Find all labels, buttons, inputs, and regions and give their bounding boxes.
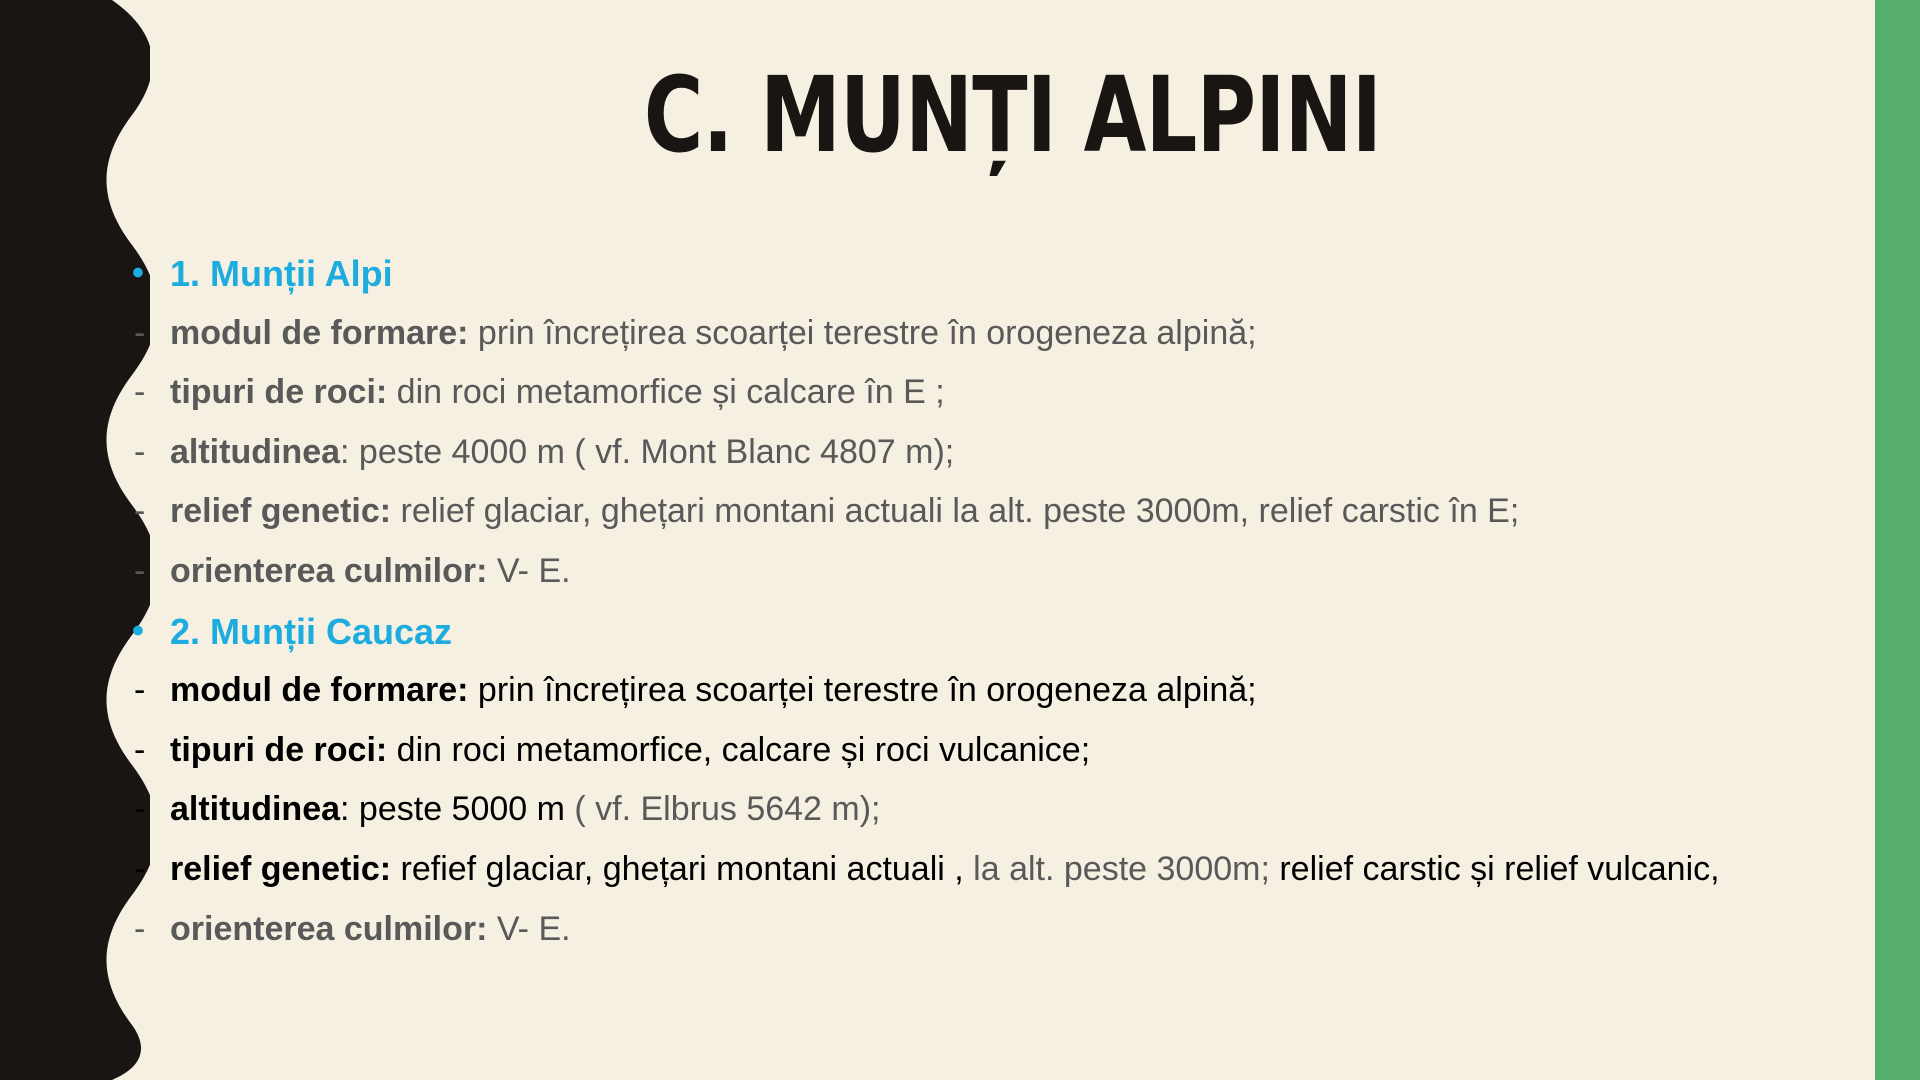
alpi-altitudine-row (130, 423, 1850, 483)
dash-marker: - (134, 313, 146, 352)
bullet-icon: • (132, 254, 144, 292)
dash-marker: - (134, 551, 146, 590)
dash-marker: - (134, 790, 146, 829)
dash-marker: - (134, 432, 146, 471)
alpi-roci-row (130, 363, 1850, 423)
right-accent-band (1875, 0, 1920, 1080)
caucaz-roci-row (130, 721, 1850, 781)
alpi-relief-label: relief genetic: (170, 492, 392, 531)
caucaz-altitudine-label: altitudinea (170, 790, 341, 829)
alpi-formare-row (130, 304, 1850, 364)
alpi-heading: 1. Munții Alpi (170, 253, 393, 294)
alpi-altitudine-text: : peste 4000 m ( vf. Mont Blanc 4807 m); (340, 432, 955, 471)
caucaz-orientare-text: V- E. (487, 909, 571, 948)
caucaz-relief-text: refief glaciar, ghețari montani actuali , (391, 849, 964, 888)
caucaz-relief-row (130, 840, 1850, 900)
dash-marker: - (134, 373, 146, 412)
caucaz-roci-text: din roci metamorfice, calcare și roci vulcanice; (387, 730, 1091, 769)
caucaz-orientare-row (130, 900, 1850, 960)
alpi-formare-label: modul de formare: (170, 313, 469, 352)
alpi-orientare-text: V- E. (487, 551, 571, 590)
caucaz-relief-extra: relief carstic și relief vulcanic, (1269, 849, 1720, 888)
alpi-formare-text: prin încrețirea scoarței terestre în orogeneza alpină; (468, 313, 1257, 352)
caucaz-formare-row (130, 661, 1850, 721)
caucaz-roci-label: tipuri de roci: (170, 730, 388, 769)
alpi-heading-row (130, 244, 1850, 304)
alpi-relief-row (130, 482, 1850, 542)
alpi-roci-label: tipuri de roci: (170, 373, 388, 412)
alpi-altitudine-label: altitudinea (170, 432, 341, 471)
dash-marker: - (134, 492, 146, 531)
caucaz-relief-altitude: la alt. peste 3000m; (963, 849, 1270, 888)
bullet-icon: • (132, 611, 144, 650)
caucaz-heading-row (130, 602, 1850, 662)
dash-marker: - (134, 849, 146, 888)
left-wavy-band (0, 0, 150, 1080)
caucaz-orientare-label: orienterea culmilor: (170, 909, 488, 948)
alpi-relief-text: relief glaciar, ghețari montani actuali la alt. peste 3000m, relief carstic în E; (391, 492, 1520, 531)
dash-marker: - (134, 730, 146, 769)
alpi-orientare-label: orienterea culmilor: (170, 551, 488, 590)
caucaz-relief-label: relief genetic: (170, 849, 392, 888)
caucaz-formare-text: prin încrețirea scoarței terestre în orogeneza alpină; (468, 671, 1257, 710)
alpi-roci-text: din roci metamorfice și calcare în E ; (387, 373, 945, 412)
slide-content (130, 244, 1850, 959)
slide-title: C. MUNȚI ALPINI (643, 54, 1382, 176)
dash-marker: - (134, 909, 146, 948)
caucaz-formare-label: modul de formare: (170, 671, 469, 710)
caucaz-altitudine-text: : peste 5000 m (340, 790, 565, 829)
alpi-orientare-row (130, 542, 1850, 602)
dash-marker: - (134, 671, 146, 710)
caucaz-altitudine-peak: ( vf. Elbrus 5642 m); (564, 790, 881, 829)
caucaz-heading: 2. Munții Caucaz (170, 610, 453, 652)
caucaz-altitudine-row (130, 780, 1850, 840)
